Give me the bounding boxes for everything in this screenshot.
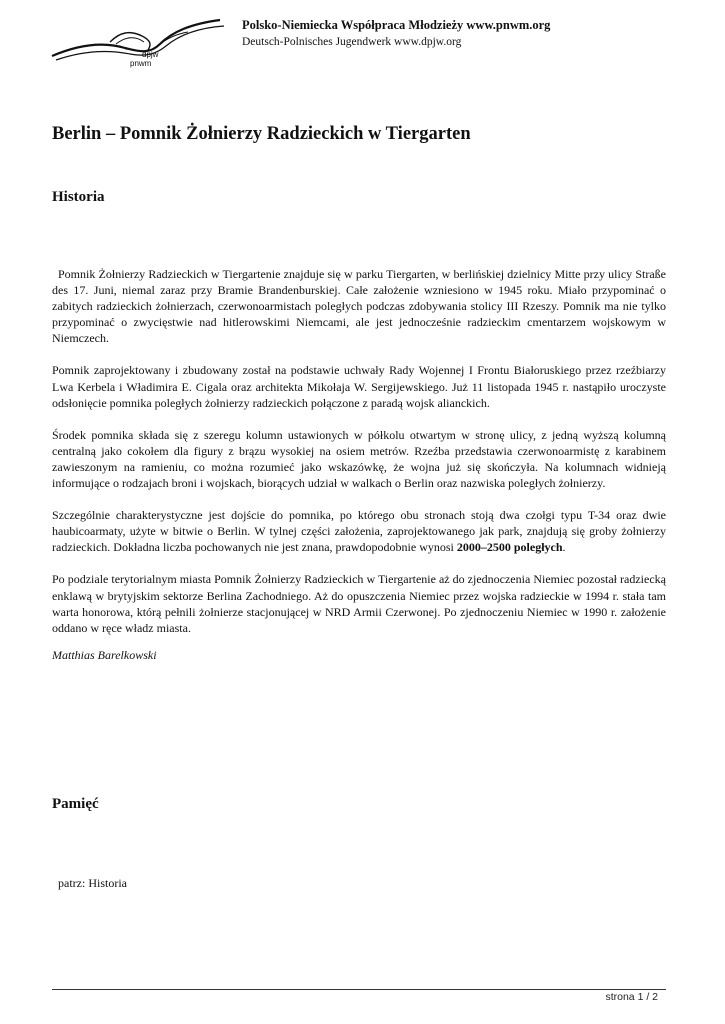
page-title: Berlin – Pomnik Żołnierzy Radzieckich w Tiergarten <box>52 124 471 144</box>
paragraph-4 <box>52 507 666 555</box>
paragraph-2: Pomnik zaprojektowany i zbudowany został na podstawie uchwały Rady Wojennej I Frontu Białoruskiego przez rzeźbiarzy Lwa Kerbela i Władimira E. Cigala oraz architekta Mikołaja W. Sergijewskiego. Już 11 listopada 1945 r. nastąpiło uroczyste odsłonięcie pomnika poległych żołnierzy radzieckich połączone z paradą wojsk alianckich. <box>52 363 666 410</box>
author-name: Matthias Barelkowski <box>52 648 157 662</box>
logo-text-dpjw: dpjw <box>142 50 159 59</box>
paragraph-4-text: Szczególnie charakterystyczne jest dojście do pomnika, po którego obu stronach stoją dwa czołgi typu T-34 oraz dwie haubicoarmaty, użyte w bitwie o Berlin. W tylnej części założenia, zaprojektowanego jak park, znajdują się groby żołnierzy radzieckich. Dokładna liczba pochowanych nie jest znana, prawdopodobnie wynosi <box>52 508 666 555</box>
article-body <box>52 266 666 652</box>
paragraph-4-end: . <box>562 540 566 555</box>
header-organization <box>242 16 550 51</box>
org-german: Deutsch-Polnisches Jugendwerk www.dpjw.org <box>242 36 462 48</box>
page-number: strona 1 / 2 <box>605 991 658 1003</box>
section-heading-historia: Historia <box>52 189 105 205</box>
paragraph-4-bold: 2000–2500 poległych <box>456 540 563 555</box>
paragraph-5: Po podziale terytorialnym miasta Pomnik Żołnierzy Radzieckich w Tiergartenie aż do zjednoczenia Niemiec pozostał radziecką enklawą w brytyjskim sektorze Berlina Zachodniego. Aż do opuszczenia Niemiec przez wojska radzieckie w 1994 r. stała tam warta honorowa, którą pełnili żołnierze stacjonującej w NRD Armii Czerwonej. Po zjednoczeniu Niemiec w 1990 r. założenie oddano w ręce władz miasta. <box>52 572 666 635</box>
org-polish: Polsko-Niemiecka Współpraca Młodzieży www.pnwm.org <box>242 18 551 32</box>
pnwm-logo <box>50 14 230 70</box>
paragraph-1: Pomnik Żołnierzy Radzieckich w Tiergartenie znajduje się w parku Tiergarten, w berlińskiej dzielnicy Mitte przy ulicy Straße des 17. Juni, niemal zaraz przy Bramie Brandenburskiej. Całe założenie wzniesiono w 1945 roku. Miało przypominać o zabitych radzieckich żołnierzach, czerwonoarmistach poległych podczas zdobywania stolicy III Rzeszy. Pomnik ma nie tylko przypominać o zwycięstwie nad hitlerowskimi Niemcami, ale jest jednocześnie radzieckim cmentarzem wojskowym w Niemczech. <box>52 267 666 346</box>
paragraph-3: Środek pomnika składa się z szeregu kolumn ustawionych w półkolu otwartym w stronę ulicy, z jedną wyższą kolumną centralną jako cokołem dla figury z brązu wysokiej na osiem metrów. Rzeźba przedstawia czerwonoarmistę z karabinem zawieszonym na ramieniu, co można rozumieć jako wskazówkę, że wojna już się skończyła. Na kolumnach widnieją informujące o rodzajach broni i wojskach, biorących udział w walkach o Berlin oraz nazwiska poległych żołnierzy. <box>52 427 666 491</box>
section-pamiec-text: patrz: Historia <box>58 876 127 890</box>
section-heading-pamiec: Pamięć <box>52 796 99 812</box>
footer-divider <box>52 989 666 990</box>
logo-text-pnwm: pnwm <box>130 59 152 68</box>
